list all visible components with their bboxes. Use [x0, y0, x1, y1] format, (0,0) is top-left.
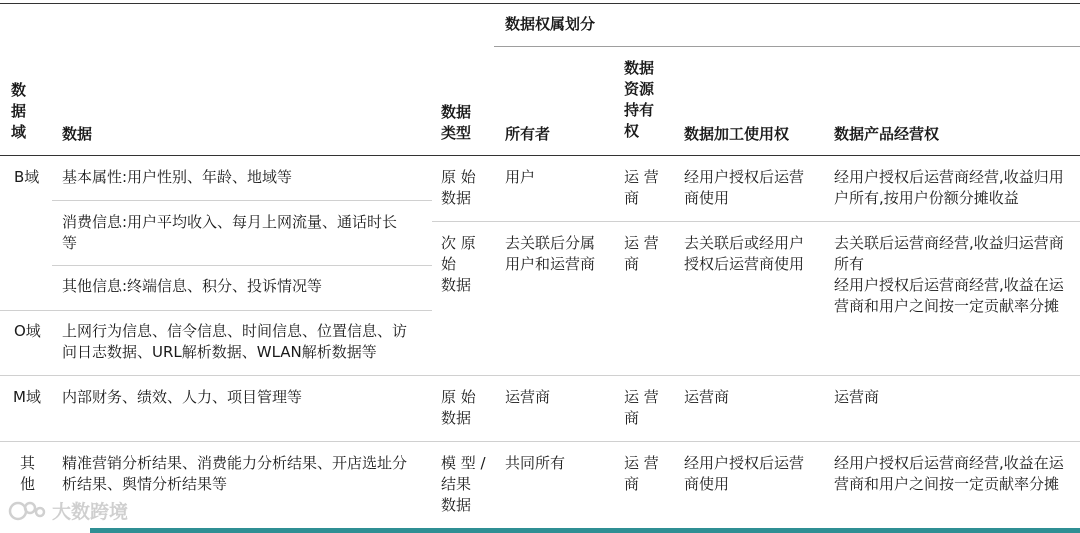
b-row-divider-2: [52, 265, 432, 266]
watermark: [8, 497, 128, 524]
b-row-divider-1: [52, 200, 432, 201]
raw-holder-cell: 运 营 商: [624, 168, 659, 207]
m-type-cell: 原 始 数据: [441, 388, 476, 427]
group-header-title: 数据权属划分: [505, 15, 596, 33]
other-holder-cell: 运 营 商: [624, 454, 659, 493]
header-bottom-border: [0, 155, 1080, 156]
m-product-cell: 运营商: [834, 388, 880, 406]
b-data-basic: 基本属性:用户性别、年龄、地域等: [62, 168, 293, 186]
other-product-cell: 经用户授权后运营商经营,收益在运 营商和用户之间按一定贡献率分摊: [834, 454, 1064, 493]
other-owner-cell: 共同所有: [505, 454, 566, 472]
raw-owner-cell: 用户: [505, 168, 536, 186]
other-type-cell: 模 型 / 结果 数据: [441, 454, 486, 514]
raw-process-cell: 经用户授权后运营 商使用: [684, 168, 805, 207]
domain-label-b: B域: [14, 168, 40, 186]
o-row-divider: [0, 310, 432, 311]
bottom-accent-bar: [90, 528, 1080, 533]
column-header-data: 数据: [62, 125, 93, 143]
other-row-divider: [0, 441, 1080, 442]
other-process-cell: 经用户授权后运营 商使用: [684, 454, 805, 493]
domain-label-m: M域: [13, 388, 41, 406]
m-row-divider: [0, 375, 1080, 376]
b-data-other: 其他信息:终端信息、积分、投诉情况等: [62, 277, 323, 295]
sec-process-cell: 去关联后或经用户 授权后运营商使用: [684, 234, 805, 273]
domain-label-other: 其 他: [20, 454, 36, 493]
watermark-logo-icon: [8, 499, 48, 523]
sec-holder-cell: 运 营 商: [624, 234, 659, 273]
o-data-cell: 上网行为信息、信令信息、时间信息、位置信息、访 问日志数据、URL解析数据、WLAN解析数据等: [62, 322, 408, 361]
domain-label-o: O域: [14, 322, 41, 340]
group-header-rule: [494, 46, 1080, 47]
b-data-consumption: 消费信息:用户平均收入、每月上网流量、通话时长 等: [62, 213, 398, 252]
column-header-owner: 所有者: [505, 125, 551, 143]
raw-product-cell: 经用户授权后运营商经营,收益归用 户所有,按用户份额分摊收益: [834, 168, 1064, 207]
m-process-cell: 运营商: [684, 388, 730, 406]
column-header-product: 数据产品经营权: [834, 125, 940, 143]
column-header-type: 数据 类型: [441, 103, 472, 142]
raw-sec-divider: [432, 221, 1080, 222]
column-header-process: 数据加工使用权: [684, 125, 790, 143]
sec-type-cell: 次 原 始 数据: [441, 234, 476, 294]
watermark-text: 大数跨境: [52, 501, 129, 523]
raw-type-cell: 原 始 数据: [441, 168, 476, 207]
other-data-cell: 精准营销分析结果、消费能力分析结果、开店选址分 析结果、舆情分析结果等: [62, 454, 408, 493]
m-holder-cell: 运 营 商: [624, 388, 659, 427]
column-header-holder: 数据 资源 持有 权: [624, 59, 655, 140]
m-data-cell: 内部财务、绩效、人力、项目管理等: [62, 388, 303, 406]
table-top-border: [0, 3, 1080, 4]
sec-owner-cell: 去关联后分属 用户和运营商: [505, 234, 596, 273]
m-owner-cell: 运营商: [505, 388, 551, 406]
sec-product-cell: 去关联后运营商经营,收益归运营商 所有 经用户授权后运营商经营,收益在运 营商和用户之间按一定贡献率分摊: [834, 234, 1064, 315]
column-header-domain: 数 据 域: [11, 81, 27, 141]
